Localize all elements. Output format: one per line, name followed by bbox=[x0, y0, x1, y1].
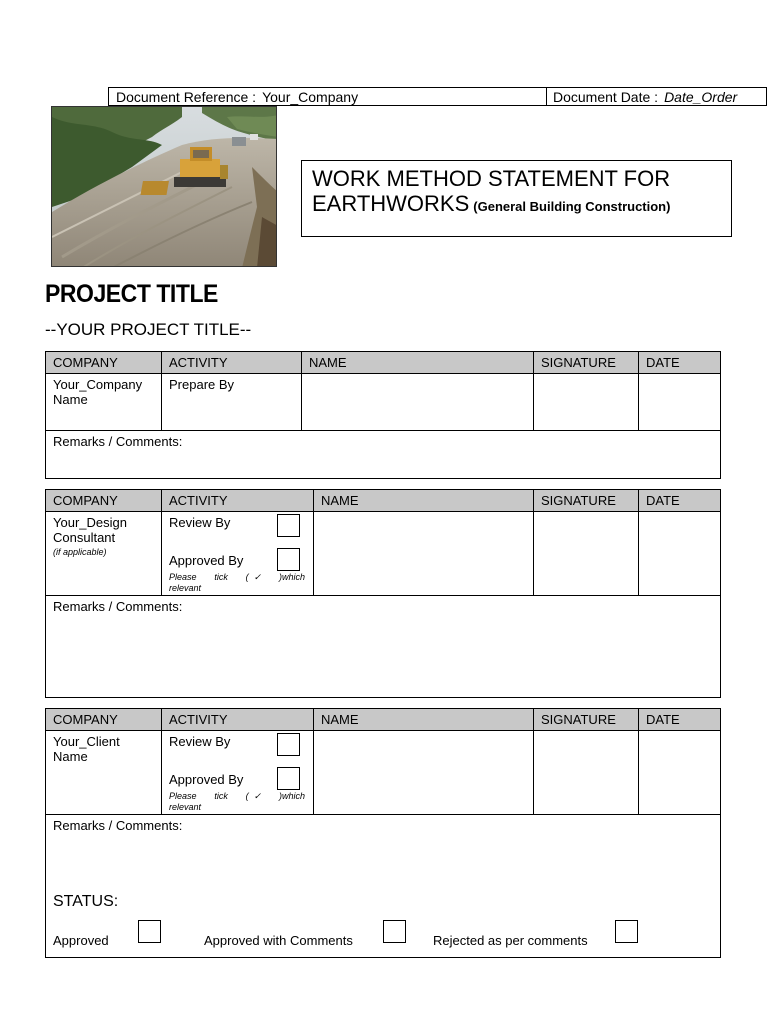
status-rejected-label: Rejected as per comments bbox=[433, 933, 588, 948]
project-title-heading: PROJECT TITLE bbox=[45, 280, 218, 308]
name-cell[interactable] bbox=[302, 374, 534, 431]
tick-note-relevant: relevant bbox=[169, 583, 202, 593]
checkmark-icon: ✓ bbox=[253, 572, 262, 582]
remarks-label: Remarks / Comments: bbox=[53, 599, 183, 614]
earthworks-photo bbox=[51, 106, 277, 267]
table-row bbox=[46, 374, 721, 431]
approved-by-label: Approved By bbox=[169, 772, 244, 787]
table-row bbox=[46, 731, 721, 815]
tick-instruction bbox=[169, 791, 305, 813]
document-title-earthworks: EARTHWORKS bbox=[312, 191, 470, 216]
date-cell[interactable] bbox=[639, 512, 721, 596]
document-reference-cell bbox=[109, 88, 547, 105]
column-header-date: DATE bbox=[639, 490, 721, 512]
document-title-subtitle: (General Building Construction) bbox=[473, 199, 671, 214]
document-reference-row bbox=[108, 87, 767, 106]
column-header-signature: SIGNATURE bbox=[534, 490, 639, 512]
table-header-row bbox=[46, 490, 721, 512]
signature-cell[interactable] bbox=[534, 731, 639, 815]
date-cell[interactable] bbox=[639, 731, 721, 815]
remarks-row bbox=[46, 431, 721, 479]
name-cell[interactable] bbox=[314, 731, 534, 815]
remarks-status-row bbox=[46, 815, 721, 958]
company-name[interactable]: Your_Design Consultant bbox=[53, 515, 127, 545]
remarks-cell[interactable] bbox=[46, 596, 721, 698]
approved-by-checkbox[interactable] bbox=[277, 767, 300, 790]
company-cell bbox=[46, 512, 162, 596]
status-rejected-checkbox[interactable] bbox=[615, 920, 638, 943]
tick-note-which: )which bbox=[278, 791, 305, 801]
name-cell[interactable] bbox=[314, 512, 534, 596]
status-approved-comments-label: Approved with Comments bbox=[204, 933, 353, 948]
checkmark-icon: ✓ bbox=[253, 791, 262, 801]
remarks-cell[interactable] bbox=[46, 815, 721, 958]
company-cell[interactable]: Your_Client Name bbox=[46, 731, 162, 815]
column-header-company: COMPANY bbox=[46, 352, 162, 374]
column-header-date: DATE bbox=[639, 352, 721, 374]
table-row bbox=[46, 512, 721, 596]
approved-by-label: Approved By bbox=[169, 553, 244, 568]
document-date-value[interactable]: Date_Order bbox=[664, 89, 738, 105]
column-header-signature: SIGNATURE bbox=[534, 352, 639, 374]
review-by-label: Review By bbox=[169, 734, 231, 749]
tick-note-which: )which bbox=[278, 572, 305, 582]
company-cell[interactable]: Your_Company Name bbox=[46, 374, 162, 431]
bulldozer-photo-illustration bbox=[52, 107, 277, 267]
company-note: (if applicable) bbox=[53, 547, 107, 557]
review-by-checkbox[interactable] bbox=[277, 733, 300, 756]
document-reference-label: Document Reference : bbox=[116, 89, 257, 105]
table-header-row bbox=[46, 352, 721, 374]
design-consultant-table bbox=[45, 489, 721, 698]
document-title-line2 bbox=[312, 191, 731, 219]
status-approved-checkbox[interactable] bbox=[138, 920, 161, 943]
tick-note-tick: tick bbox=[214, 791, 228, 801]
remarks-row bbox=[46, 596, 721, 698]
review-by-checkbox[interactable] bbox=[277, 514, 300, 537]
activity-cell: Prepare By bbox=[162, 374, 302, 431]
tick-note-paren: ( ✓ bbox=[245, 572, 262, 582]
status-approved-label: Approved bbox=[53, 933, 109, 948]
document-title-line1: WORK METHOD STATEMENT FOR bbox=[312, 166, 671, 191]
activity-cell bbox=[162, 512, 314, 596]
remarks-cell[interactable] bbox=[46, 431, 721, 479]
activity-cell bbox=[162, 731, 314, 815]
signature-cell[interactable] bbox=[534, 512, 639, 596]
column-header-name: NAME bbox=[302, 352, 534, 374]
tick-note-paren: ( ✓ bbox=[245, 791, 262, 801]
document-reference-value[interactable]: Your_Company bbox=[262, 89, 359, 105]
review-by-label: Review By bbox=[169, 515, 231, 530]
column-header-name: NAME bbox=[314, 490, 534, 512]
approved-by-checkbox[interactable] bbox=[277, 548, 300, 571]
remarks-label: Remarks / Comments: bbox=[53, 818, 183, 833]
document-date-cell bbox=[547, 88, 766, 105]
column-header-date: DATE bbox=[639, 709, 721, 731]
status-approved-comments-checkbox[interactable] bbox=[383, 920, 406, 943]
tick-note-tick: tick bbox=[214, 572, 228, 582]
document-title-box bbox=[301, 160, 732, 237]
signature-cell[interactable] bbox=[534, 374, 639, 431]
date-cell[interactable] bbox=[639, 374, 721, 431]
document-date-label: Document Date : bbox=[553, 89, 659, 105]
column-header-company: COMPANY bbox=[46, 490, 162, 512]
client-table bbox=[45, 708, 721, 958]
remarks-label: Remarks / Comments: bbox=[53, 434, 183, 449]
column-header-activity: ACTIVITY bbox=[162, 490, 314, 512]
tick-note-please: Please bbox=[169, 791, 197, 801]
tick-instruction bbox=[169, 572, 305, 594]
table-header-row bbox=[46, 709, 721, 731]
column-header-activity: ACTIVITY bbox=[162, 709, 314, 731]
project-title-value[interactable]: --YOUR PROJECT TITLE-- bbox=[45, 320, 252, 339]
tick-note-relevant: relevant bbox=[169, 802, 202, 812]
status-title: STATUS: bbox=[53, 893, 119, 910]
prepared-by-table bbox=[45, 351, 721, 479]
tick-note-please: Please bbox=[169, 572, 197, 582]
column-header-signature: SIGNATURE bbox=[534, 709, 639, 731]
column-header-company: COMPANY bbox=[46, 709, 162, 731]
column-header-name: NAME bbox=[314, 709, 534, 731]
column-header-activity: ACTIVITY bbox=[162, 352, 302, 374]
